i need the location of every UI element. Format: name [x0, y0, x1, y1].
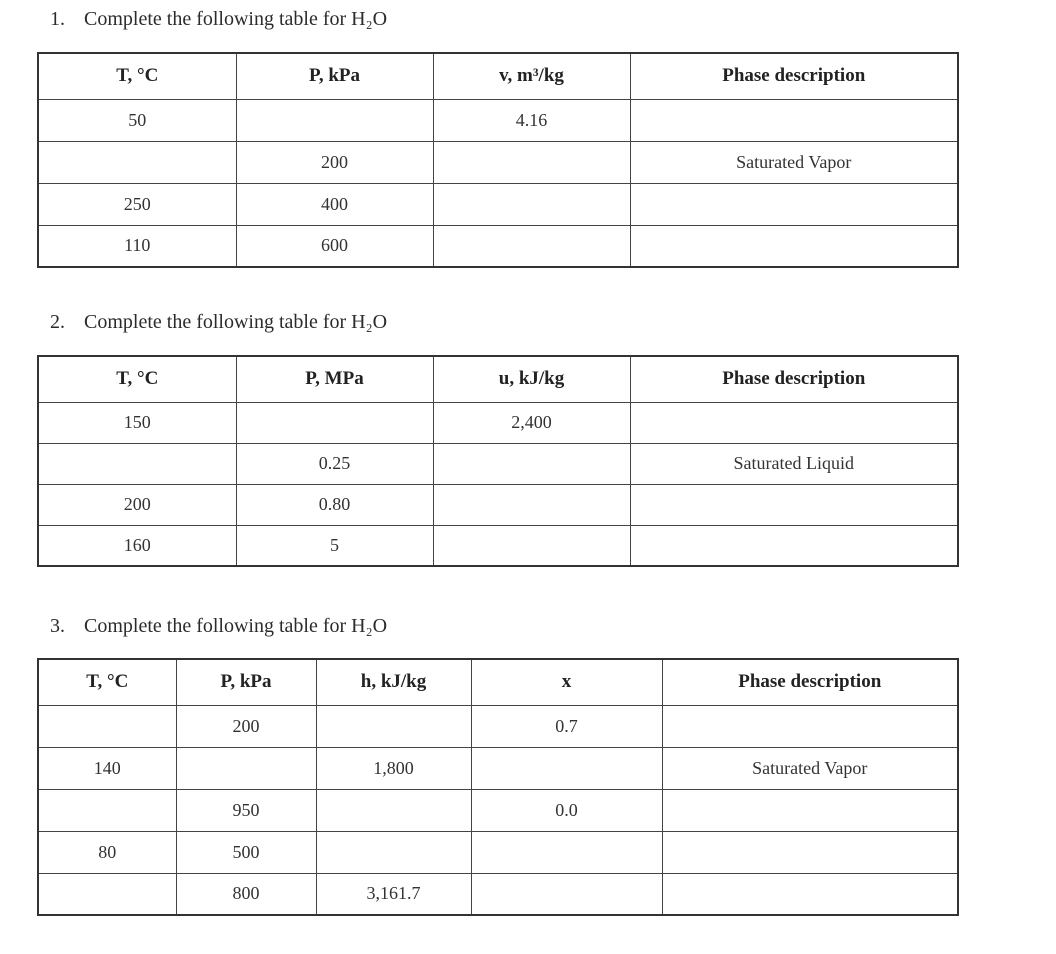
table-row: [38, 525, 958, 566]
table-cell: 50: [38, 99, 236, 141]
table-cell: [38, 789, 176, 831]
column-header: Phase description: [630, 356, 958, 402]
table-cell: Saturated Vapor: [630, 141, 958, 183]
table-row: [38, 831, 958, 873]
column-header: h, kJ/kg: [316, 659, 471, 705]
column-header: v, m³/kg: [433, 53, 630, 99]
table-cell: [662, 705, 958, 747]
table-cell: 0.0: [471, 789, 662, 831]
table-cell: 80: [38, 831, 176, 873]
table-cell: [630, 525, 958, 566]
question-text: Complete the following table for H₂O: [84, 311, 388, 333]
header-row: [38, 53, 958, 99]
question-1-title: [50, 8, 387, 31]
table-cell: [316, 831, 471, 873]
table-cell: [471, 873, 662, 915]
table-row: [38, 443, 958, 484]
question-text: Complete the following table for H₂O: [84, 615, 388, 637]
table-cell: [316, 789, 471, 831]
table-row: [38, 873, 958, 915]
table-cell: 0.25: [236, 443, 433, 484]
column-header: Phase description: [662, 659, 958, 705]
table-row: [38, 402, 958, 443]
table-cell: 200: [236, 141, 433, 183]
column-header: P, kPa: [236, 53, 433, 99]
column-header: x: [471, 659, 662, 705]
table-row: [38, 705, 958, 747]
table-cell: [630, 99, 958, 141]
table-cell: 950: [176, 789, 316, 831]
table-cell: 3,161.7: [316, 873, 471, 915]
table-cell: [38, 873, 176, 915]
question-number: 1.: [50, 8, 65, 30]
table-cell: [433, 525, 630, 566]
table-cell: [236, 99, 433, 141]
header-row: [38, 356, 958, 402]
table-cell: [316, 705, 471, 747]
column-header: P, kPa: [176, 659, 316, 705]
table-cell: [433, 484, 630, 525]
table-cell: 160: [38, 525, 236, 566]
table-cell: [38, 705, 176, 747]
table-cell: Saturated Vapor: [662, 747, 958, 789]
table-cell: [38, 443, 236, 484]
table-row: [38, 484, 958, 525]
table-2: [37, 355, 959, 567]
header-row: [38, 659, 958, 705]
table-row: [38, 183, 958, 225]
table-row: [38, 747, 958, 789]
table-cell: 150: [38, 402, 236, 443]
table-cell: [471, 747, 662, 789]
column-header: T, °C: [38, 356, 236, 402]
question-text: Complete the following table for H₂O: [84, 8, 388, 30]
table-cell: 800: [176, 873, 316, 915]
table-cell: [662, 789, 958, 831]
question-2-title: [50, 311, 387, 334]
table-cell: 110: [38, 225, 236, 267]
table-row: [38, 789, 958, 831]
table-cell: 500: [176, 831, 316, 873]
table-3: [37, 658, 959, 916]
question-number: 2.: [50, 311, 65, 333]
table-cell: [38, 141, 236, 183]
table-cell: 600: [236, 225, 433, 267]
table-cell: [630, 402, 958, 443]
table-1: [37, 52, 959, 268]
table-cell: 140: [38, 747, 176, 789]
table-cell: [662, 873, 958, 915]
table-cell: [471, 831, 662, 873]
table-cell: [236, 402, 433, 443]
table-cell: 400: [236, 183, 433, 225]
table-cell: [630, 183, 958, 225]
table-cell: [433, 443, 630, 484]
question-number: 3.: [50, 615, 65, 637]
table-row: [38, 225, 958, 267]
table-row: [38, 141, 958, 183]
question-3-title: [50, 615, 387, 638]
table-cell: 4.16: [433, 99, 630, 141]
column-header: P, MPa: [236, 356, 433, 402]
table-cell: Saturated Liquid: [630, 443, 958, 484]
table-cell: 200: [176, 705, 316, 747]
column-header: T, °C: [38, 659, 176, 705]
table-cell: [433, 183, 630, 225]
table-cell: 200: [38, 484, 236, 525]
table-cell: 2,400: [433, 402, 630, 443]
table-cell: [176, 747, 316, 789]
column-header: T, °C: [38, 53, 236, 99]
table-cell: [433, 141, 630, 183]
table-cell: 1,800: [316, 747, 471, 789]
column-header: u, kJ/kg: [433, 356, 630, 402]
table-cell: [662, 831, 958, 873]
table-cell: 0.7: [471, 705, 662, 747]
column-header: Phase description: [630, 53, 958, 99]
table-cell: 250: [38, 183, 236, 225]
table-cell: [433, 225, 630, 267]
table-cell: 0.80: [236, 484, 433, 525]
table-cell: 5: [236, 525, 433, 566]
table-cell: [630, 225, 958, 267]
table-cell: [630, 484, 958, 525]
table-row: [38, 99, 958, 141]
